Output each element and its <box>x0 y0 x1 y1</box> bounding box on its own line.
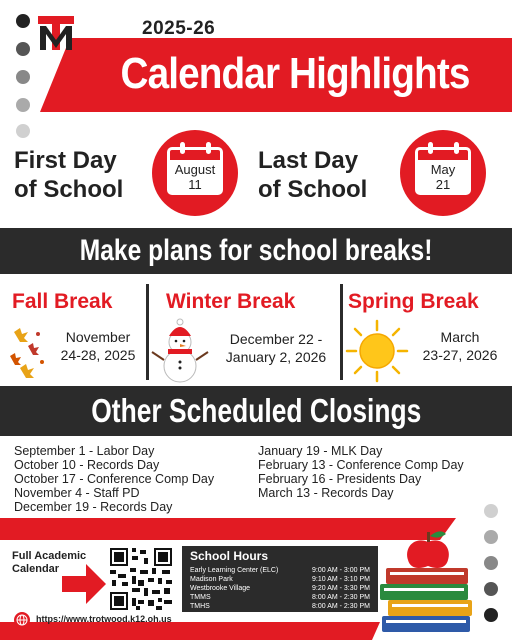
list-item: October 10 - Records Day <box>14 458 160 472</box>
calendar-icon <box>415 147 471 195</box>
last-day-label-line1: Last Day <box>258 147 359 174</box>
calendar-icon <box>167 147 223 195</box>
hours-row <box>190 593 370 602</box>
closings-list-right <box>258 444 464 500</box>
school-time: 9:20 AM - 3:30 PM <box>312 585 370 592</box>
school-time: 9:10 AM - 3:10 PM <box>312 576 370 583</box>
books-apple-illustration <box>378 528 478 636</box>
school-name: Westbrooke Village <box>190 585 251 592</box>
fall-break-dates <box>52 328 144 364</box>
last-day-label <box>258 146 367 204</box>
hours-row <box>190 602 370 611</box>
list-item: January 19 - MLK Day <box>258 444 383 458</box>
dot <box>16 124 30 138</box>
last-day-calendar <box>400 130 486 216</box>
school-name: TMHS <box>190 603 210 610</box>
school-year: 2025-26 <box>142 18 216 39</box>
school-hours-panel <box>182 546 378 612</box>
winter-break-title: Winter Break <box>166 290 296 313</box>
full-calendar-line2: Calendar <box>12 563 60 575</box>
autumn-leaves-icon <box>6 322 48 384</box>
school-time: 8:00 AM - 2:30 PM <box>312 603 370 610</box>
globe-icon <box>14 612 30 628</box>
fall-break-title: Fall Break <box>12 290 113 313</box>
page-title: Calendar Highlights <box>120 49 470 98</box>
hours-row <box>190 575 370 584</box>
closings-banner <box>0 386 512 436</box>
closings-banner-text: Other Scheduled Closings <box>90 392 422 429</box>
snowman-icon <box>150 318 210 384</box>
list-item: October 17 - Conference Comp Day <box>14 472 215 486</box>
winter-break-line2: January 2, 2026 <box>225 349 327 365</box>
school-time: 9:00 AM - 3:00 PM <box>312 567 370 574</box>
spring-break-dates <box>412 328 508 364</box>
spring-break-title: Spring Break <box>348 290 479 313</box>
list-item: November 4 - Staff PD <box>14 486 140 500</box>
breaks-banner-text: Make plans for school breaks! <box>79 234 433 267</box>
last-day-label-line2: of School <box>258 176 368 203</box>
first-day-label <box>14 146 123 204</box>
winter-break-line1: December 22 - <box>229 331 323 347</box>
dot <box>484 504 498 518</box>
website-link[interactable]: https://www.trotwood.k12.oh.us <box>36 614 172 624</box>
list-item: March 13 - Records Day <box>258 486 394 500</box>
breaks-banner <box>0 228 512 274</box>
arrow-right-icon <box>62 562 106 606</box>
first-day-day: 11 <box>188 177 202 192</box>
school-name: Madison Park <box>190 576 233 583</box>
qr-code[interactable] <box>108 546 174 612</box>
school-name: Early Learning Center (ELC) <box>190 567 279 574</box>
fall-break-line1: November <box>65 329 131 345</box>
spring-break-line2: 23-27, 2026 <box>422 347 498 363</box>
list-item: December 19 - Records Day <box>14 500 173 514</box>
winter-break-dates <box>212 330 340 366</box>
list-item: February 13 - Conference Comp Day <box>258 458 464 472</box>
list-item: February 16 - Presidents Day <box>258 472 422 486</box>
first-day-label-line1: First Day <box>14 147 117 174</box>
spring-break-line1: March <box>440 329 480 345</box>
hours-row <box>190 566 370 575</box>
trotwood-logo <box>36 14 76 52</box>
last-day-month: May <box>430 162 456 177</box>
first-day-calendar <box>152 130 238 216</box>
school-time: 8:00 AM - 2:30 PM <box>312 594 370 601</box>
school-name: TMMS <box>190 594 211 601</box>
divider <box>146 284 149 380</box>
sun-icon <box>344 318 410 384</box>
closings-list-left <box>14 444 214 514</box>
fall-break-line2: 24-28, 2025 <box>60 347 136 363</box>
last-day-day: 21 <box>435 177 451 192</box>
divider <box>340 284 343 380</box>
first-day-month: August <box>174 162 216 177</box>
list-item: September 1 - Labor Day <box>14 444 155 458</box>
hours-row <box>190 584 370 593</box>
first-day-label-line2: of School <box>14 176 124 203</box>
school-hours-title: School Hours <box>190 549 269 563</box>
full-calendar-line1: Full Academic <box>12 550 87 562</box>
